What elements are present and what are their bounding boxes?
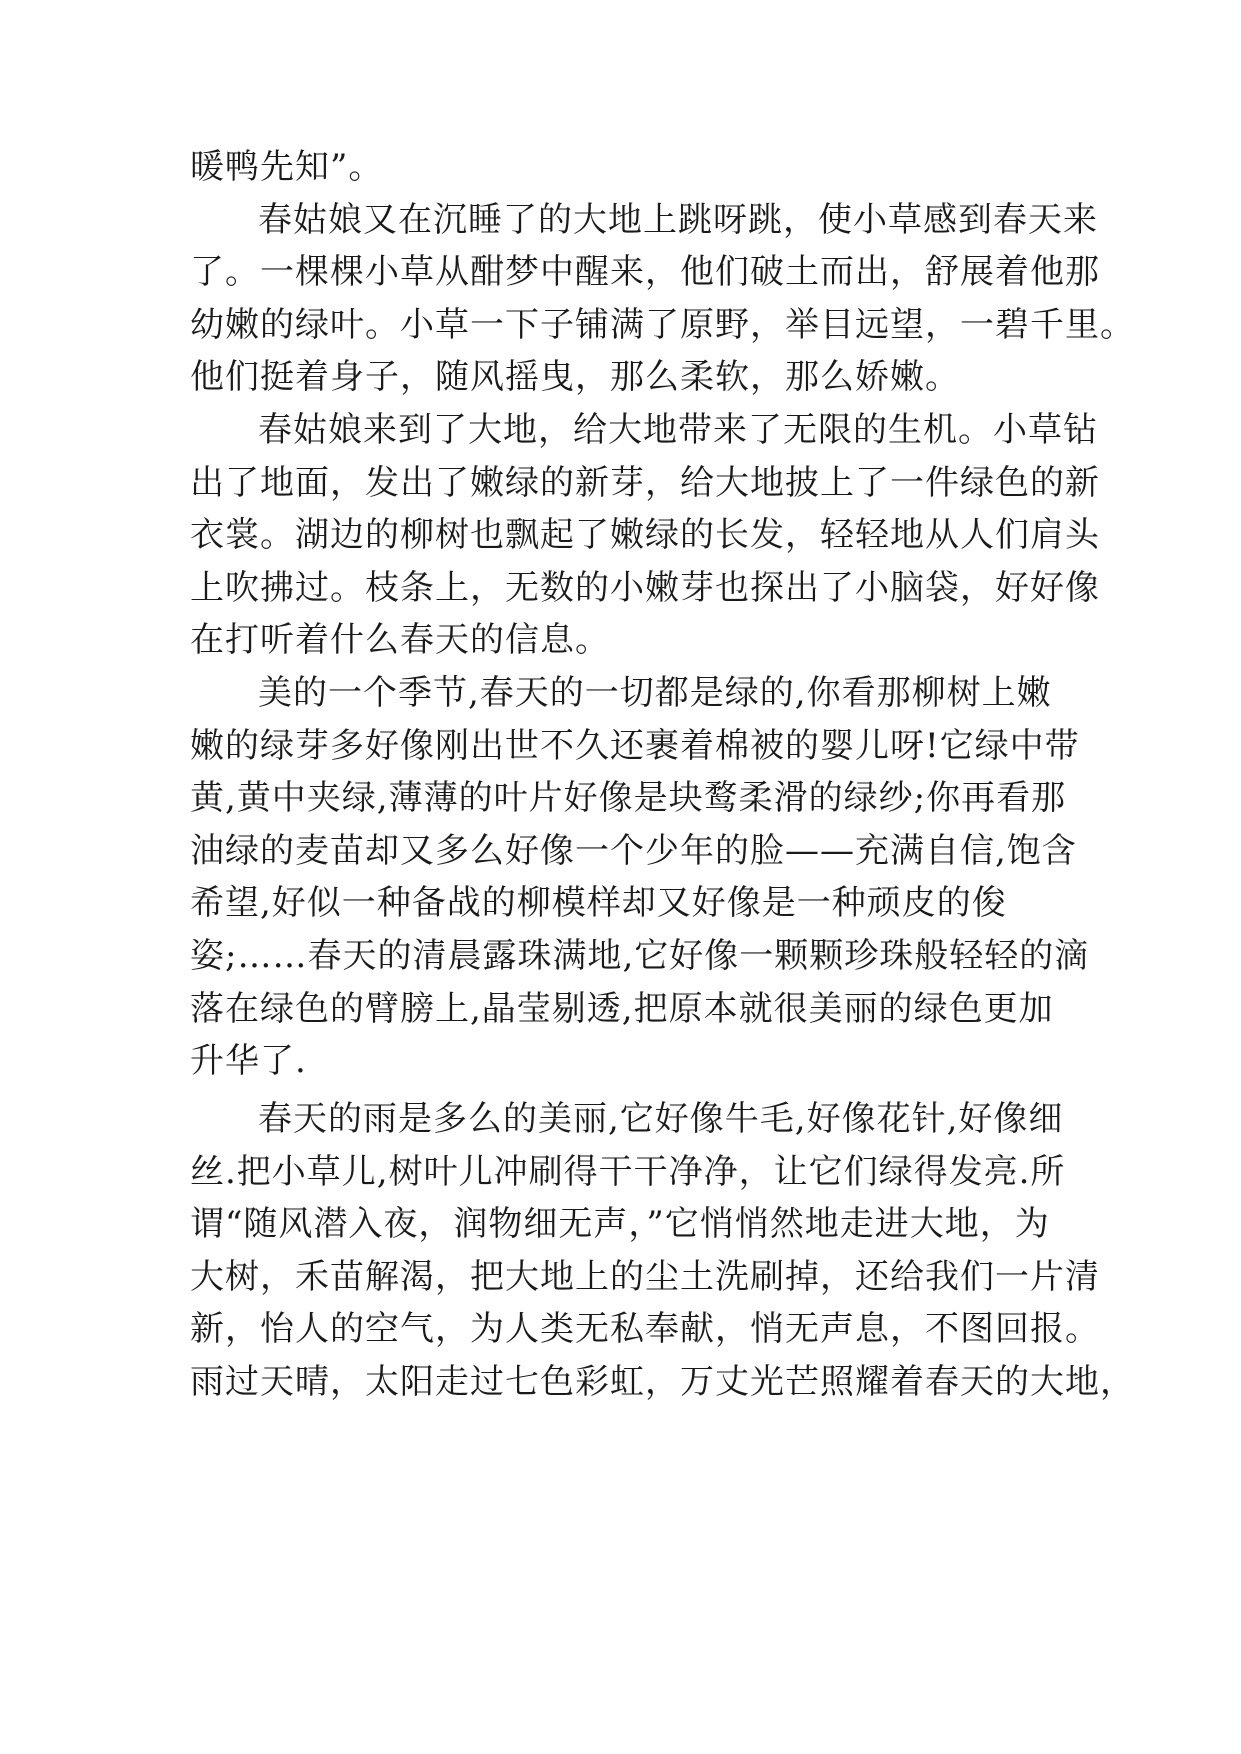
text-line: 出了地面，发出了嫩绿的新芽，给大地披上了一件绿色的新 [190,463,1100,503]
text-line: 新，怡人的空气，为人类无私奉献，悄无声息，不图回报。 [190,1309,1100,1349]
text-line: 暖鸭先知”。 [190,147,384,187]
text-line: 上吹拂过。枝条上，无数的小嫩芽也探出了小脑袋，好好像 [190,568,1100,608]
text-line: 他们挺着身子，随风摇曳，那么柔软，那么娇嫩。 [190,357,960,397]
text-line: 嫩的绿芽多好像刚出世不久还裹着棉被的婴儿呀!它绿中带 [190,726,1080,766]
text-line: 升华了. [190,1041,307,1081]
text-line: 希望,好似一种备战的柳模样却又好像是一种顽皮的俊 [190,883,1007,923]
paragraph-first-line: 美的一个季节,春天的一切都是绿的,你看那柳树上嫩 [258,673,1052,713]
text-line: 在打听着什么春天的信息。 [190,620,610,660]
text-line: 油绿的麦苗却又多么好像一个少年的脸——充满自信,饱含 [190,831,1077,871]
text-line: 谓“随风潜入夜，润物细无声，”它悄悄然地走进大地，为 [190,1204,1050,1244]
text-line: 丝.把小草儿,树叶儿冲刷得干干净净，让它们绿得发亮.所 [190,1152,1066,1192]
paragraph-first-line: 春姑娘来到了大地，给大地带来了无限的生机。小草钻 [258,410,1098,450]
paragraph-first-line: 春天的雨是多么的美丽,它好像牛毛,好像花针,好像细 [258,1099,1064,1139]
text-line: 姿;……春天的清晨露珠满地,它好像一颗颗珍珠般轻轻的滴 [190,936,1090,976]
text-line: 了。一棵棵小草从酣梦中醒来，他们破土而出，舒展着他那 [190,252,1100,292]
text-line: 雨过天晴，太阳走过七色彩虹，万丈光芒照耀着春天的大地， [190,1362,1135,1402]
text-line: 落在绿色的臂膀上,晶莹剔透,把原本就很美丽的绿色更加 [190,989,1054,1029]
text-line: 衣裳。湖边的柳树也飘起了嫩绿的长发，轻轻地从人们肩头 [190,515,1100,555]
text-line: 幼嫩的绿叶。小草一下子铺满了原野，举目远望，一碧千里。 [190,305,1135,345]
text-line: 黄,黄中夹绿,薄薄的叶片好像是块鹜柔滑的绿纱;你再看那 [190,778,1067,818]
text-line: 大树，禾苗解渴，把大地上的尘土洗刷掉，还给我们一片清 [190,1257,1100,1297]
paragraph-first-line: 春姑娘又在沉睡了的大地上跳呀跳，使小草感到春天来 [258,200,1098,240]
